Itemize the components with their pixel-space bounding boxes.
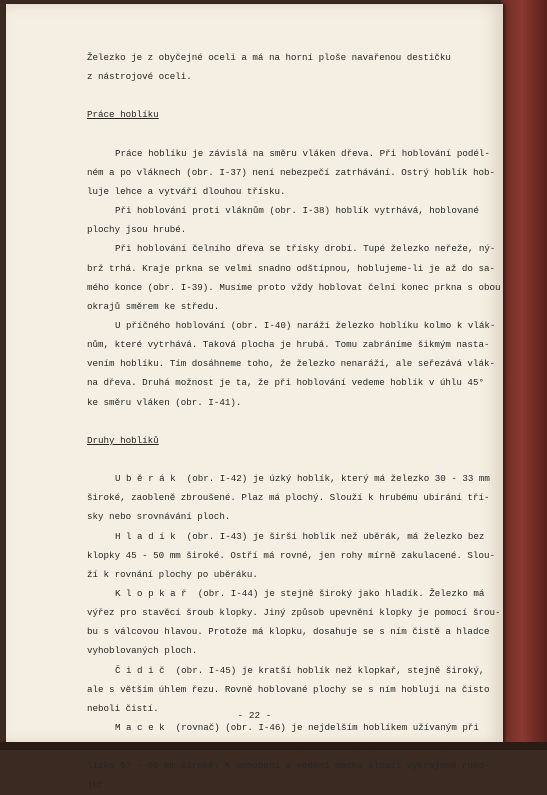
text-line: U b ě r á k (obr. I-42) je úzký hoblík, který má železko 30 - 33 mm bbox=[115, 473, 490, 485]
section-heading: Práce hoblíku bbox=[87, 109, 159, 121]
text-line: ží k rovnání plochy po uběráku. bbox=[87, 568, 258, 580]
text-line: vením hoblíku. Tím dosáhneme toho, že železko nenaráží, ale seřezává vlák- bbox=[87, 358, 495, 370]
text-line: H l a d í k (obr. I-43) je širší hoblík než uběrák, má železko bez bbox=[115, 530, 485, 542]
text-line: K l o p k a ř (obr. I-44) je stejně široký jako hladík. Železko má bbox=[115, 587, 485, 599]
text-line: U příčného hoblování (obr. I-40) naráží železko hoblíku kolmo k vlák- bbox=[115, 319, 496, 331]
text-line: brž trhá. Kraje prkna se velmi snadno odštípnou, hoblujeme-li je až do sa- bbox=[87, 262, 495, 274]
book-page bbox=[6, 4, 503, 791]
text-line: Při hoblování proti vláknům (obr. I-38) hoblík vytrhává, hoblované bbox=[115, 205, 479, 217]
text-line: okrajů směrem ke středu. bbox=[87, 300, 220, 312]
paragraph bbox=[87, 316, 496, 412]
paragraph bbox=[87, 239, 501, 316]
text-line: bu s válcovou hlavou. Protože má klopku, dosahuje se s ním čistě a hladce bbox=[87, 626, 490, 638]
paragraph bbox=[87, 584, 501, 661]
text-line: lízko 57 - 60 mm široké. K uchopení a vedení macku slouží vykrojená ruko- bbox=[87, 760, 490, 772]
text-line: ném a po vláknech (obr. I-37) není nebezpečí zatrhávání. Ostrý hoblík hob- bbox=[87, 166, 495, 178]
text-line: vyhoblovaných ploch. bbox=[87, 645, 198, 657]
text-line: ale s větším úhlem řezu. Rovně hoblované plochy se s ním hoblují na čisto bbox=[87, 683, 490, 695]
section-heading: Druhy hoblíků bbox=[87, 434, 159, 446]
text-line: široké, zaobleně zbroušené. Plaz má plochý. Slouží k hrubému ubírání tří- bbox=[87, 492, 490, 504]
text-line: jeť. bbox=[87, 779, 110, 791]
text-line: klopky 45 - 50 mm široké. Ostří má rovné, jen rohy mírně zakulacené. Slou- bbox=[87, 549, 495, 561]
paragraph bbox=[87, 527, 495, 584]
text-line: Železko je z obyčejné oceli a má na horní ploše navařenou destičku bbox=[87, 52, 451, 63]
paragraph bbox=[87, 718, 490, 795]
text-line: Práce hoblíku je závislá na směru vláken dřeva. Při hoblování podél- bbox=[115, 147, 490, 159]
paragraph bbox=[87, 469, 490, 526]
text-line: plochy jsou hrubé. bbox=[87, 224, 187, 236]
text-line: výřez pro stavěcí šroub klopky. Jiný způsob upevnění klopky je pomocí šrou- bbox=[87, 607, 501, 619]
book-spine bbox=[501, 0, 547, 750]
paragraph bbox=[87, 201, 479, 239]
text-line: ke směru vláken (obr. I-41). bbox=[87, 396, 242, 408]
spacer bbox=[87, 125, 475, 144]
spacer bbox=[87, 450, 475, 469]
page-number: - 22 - bbox=[237, 710, 272, 721]
text-line: Č i d i č (obr. I-45) je kratší hoblík než klopkař, stejně široký, bbox=[115, 664, 485, 676]
text-line: nům, které vytrhává. Taková plocha je hrubá. Tomu zabráníme šikmým nasta- bbox=[87, 339, 490, 351]
paragraph bbox=[87, 144, 495, 201]
text-line: na dřeva. Druhá možnost je ta, že při hoblování vedeme hoblík v úhlu 45° bbox=[87, 377, 484, 389]
text-line: z nástrojové oceli. bbox=[87, 71, 192, 83]
page-text bbox=[87, 48, 501, 794]
spacer bbox=[87, 86, 475, 105]
text-line: luje lehce a vytváří dlouhou třísku. bbox=[87, 185, 286, 197]
text-line: M a c e k (rovnač) (obr. I-46) je nejdelším hoblíkem užívaným při bbox=[115, 721, 479, 733]
text-line: neboli čistí. bbox=[87, 702, 159, 714]
text-line: sky nebo srovnávání ploch. bbox=[87, 511, 231, 523]
text-line: Při hoblování čelního dřeva se třísky drobí. Tupé železko neřeže, ný- bbox=[115, 243, 496, 255]
paragraph bbox=[87, 48, 475, 86]
text-line: mého konce (obr. I-39). Musíme proto vždy hoblovat čelní konec prkna s obou bbox=[87, 281, 501, 293]
bottom-edge bbox=[0, 742, 547, 750]
spacer bbox=[87, 412, 475, 431]
